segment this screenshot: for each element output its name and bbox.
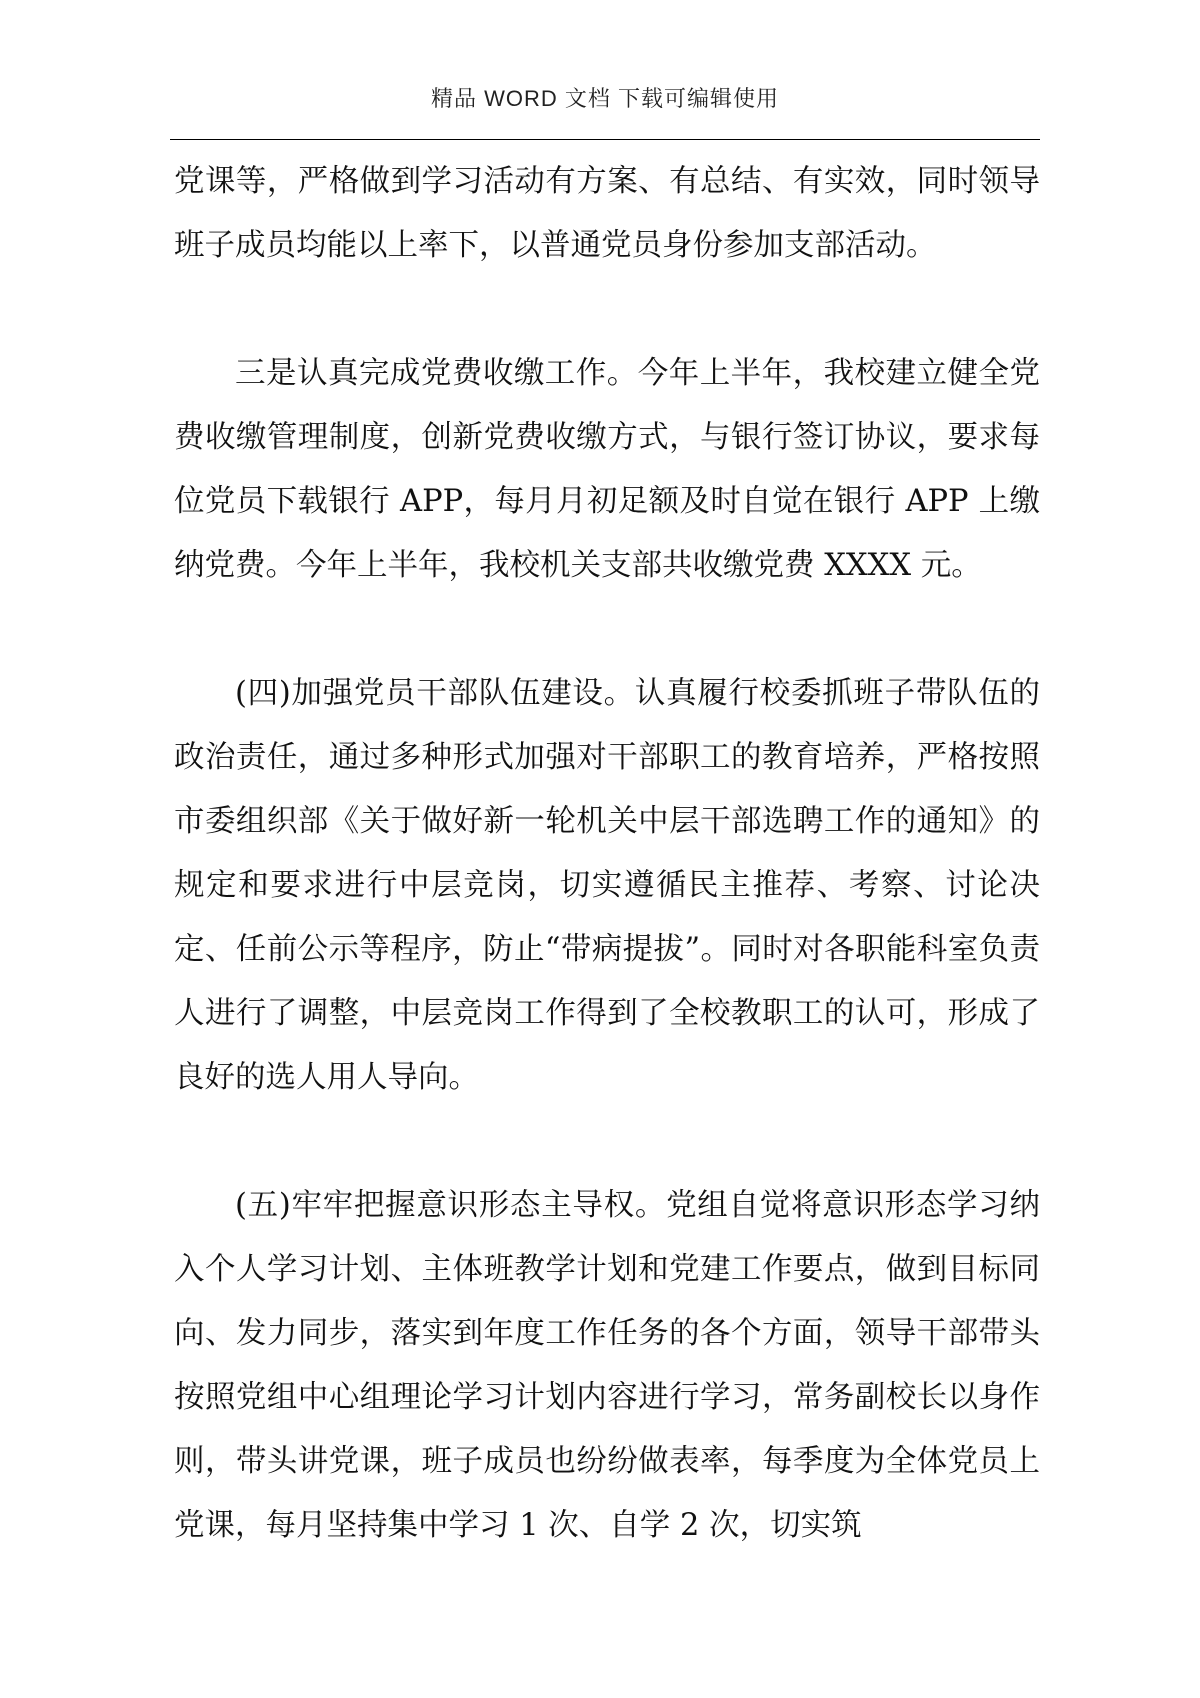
header-divider: [170, 139, 1040, 140]
document-body: [174, 150, 1040, 1558]
paragraph-1: 党课等，严格做到学习活动有方案、有总结、有实效，同时领导班子成员均能以上率下，以普通党员身份参加支部活动。: [174, 164, 1040, 263]
paragraph-4: (五)牢牢把握意识形态主导权。党组自觉将意识形态学习纳入个人学习计划、主体班教学计划和党建工作要点，做到目标同向、发力同步，落实到年度工作任务的各个方面，领导干部带头按照党组中心组理论学习计划内容进行学习，常务副校长以身作则，带头讲党课，班子成员也纷纷做表率，每季度为全体党员上党课，每月坚持集中学习 1 次、自学 2 次，切实筑: [174, 1188, 1040, 1543]
paragraph-3: (四)加强党员干部队伍建设。认真履行校委抓班子带队伍的政治责任，通过多种形式加强对干部职工的教育培养，严格按照市委组织部《关于做好新一轮机关中层干部选聘工作的通知》的规定和要求进行中层竞岗，切实遵循民主推荐、考察、讨论决定、任前公示等程序，防止“带病提拔”。同时对各职能科室负责人进行了调整，中层竞岗工作得到了全校教职工的认可，形成了良好的选人用人导向。: [174, 676, 1040, 1095]
paragraph-2: 三是认真完成党费收缴工作。今年上半年，我校建立健全党费收缴管理制度，创新党费收缴方式，与银行签订协议，要求每位党员下载银行 APP，每月月初足额及时自觉在银行 APP 上缴纳党费。今年上半年，我校机关支部共收缴党费 XXXX 元。: [174, 356, 1040, 583]
page-header: 精品 WORD 文档 下载可编辑使用: [431, 86, 779, 111]
